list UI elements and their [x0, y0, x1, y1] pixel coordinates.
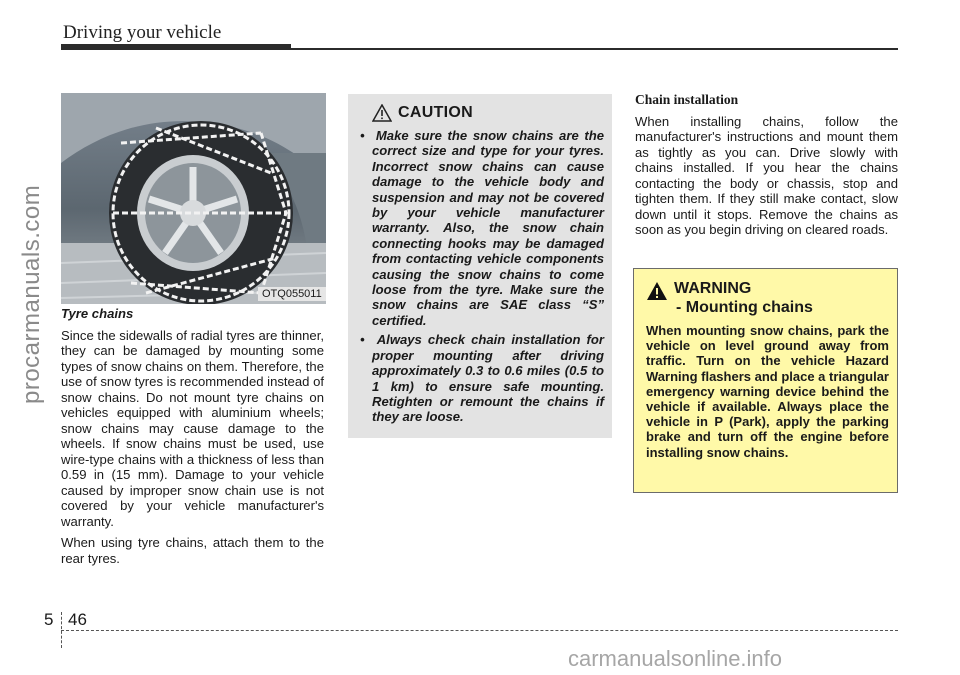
- left-column: [61, 306, 324, 572]
- warning-triangle-icon: [646, 281, 668, 301]
- footer-divider: [61, 612, 62, 648]
- header-rule-thin: [291, 48, 898, 50]
- footer-rule: [61, 630, 898, 631]
- tyre-chains-paragraph: Since the sidewalls of radial tyres are thinner, they can be damaged by mounting some types of snow chains on them. Therefore, the use of snow tyres is recommended instead of snow chains. Do not mount tyre chains on vehicles equipped with aluminium wheels; snow chains may cause damage to the wheels. If snow chains must be used, use wire-type chains with a thickness of less than 0.59 in (15 mm). Damage to your vehicle caused by improper snow chain use is not covered by your vehicle manufacturer's warranty.: [61, 327, 324, 529]
- caution-item: • Always check chain installation for proper mounting after driving approximately 0.3 to 0.6 miles (0.5 to 1 km) to ensure safe mounting. Retighten or remount the chains if they are loose.: [360, 332, 604, 424]
- chain-installation-paragraph: When installing chains, follow the manufacturer's instructions and mount them as tightly as you can. Drive slowly with chains installed. If you hear the chains contacting the body or chassis, stop and tighten them. If they still make contact, slow down until it stops. Remove the chains as soon as you begin driving on cleared roads.: [635, 113, 898, 237]
- warning-body: When mounting snow chains, park the vehicle on level ground away from traffic. Turn on the vehicle Hazard Warning flashers and place a triangular emergency warning device behind the vehicle if available. Always place the vehicle in P (Park), apply the parking brake and turn off the engine before installing snow chains.: [646, 323, 889, 460]
- warning-subtitle: - Mounting chains: [676, 299, 813, 316]
- page-number: 46: [68, 610, 87, 629]
- caution-header: [372, 104, 604, 122]
- tyre-chain-photo: [61, 93, 326, 304]
- chapter-number: 5: [44, 610, 54, 629]
- caution-item: • Make sure the snow chains are the correct size and type for your tyres. Incorrect snow chains can cause damage to the vehicle body and suspension and may not be covered by your vehicle manufacturer warranty. Also, the snow chain connecting hooks may be damaged from contacting vehicle components causing the snow chains to come loose from the tyre. Make sure the snow chains are SAE class “S” certified.: [360, 128, 604, 328]
- tyre-chains-heading: Tyre chains: [61, 306, 134, 321]
- bottom-watermark: carmanualsonline.info: [568, 646, 783, 671]
- right-column: [635, 92, 898, 244]
- warning-header: [646, 279, 889, 317]
- section-title: Driving your vehicle: [63, 22, 222, 43]
- header-rule-thick: [61, 44, 291, 50]
- caution-triangle-icon: [372, 104, 392, 122]
- caution-title: CAUTION: [398, 104, 473, 121]
- caution-box: [348, 94, 612, 438]
- rear-tyres-paragraph: When using tyre chains, attach them to the rear tyres.: [61, 535, 324, 566]
- warning-title: WARNING: [674, 280, 752, 297]
- wheel-illustration: [61, 93, 326, 304]
- warning-box: [633, 268, 898, 493]
- photo-caption: OTQ055011: [258, 287, 326, 301]
- side-watermark: procarmanuals.com: [18, 184, 45, 404]
- caution-list: [360, 128, 604, 425]
- chain-installation-heading: Chain installation: [635, 92, 739, 107]
